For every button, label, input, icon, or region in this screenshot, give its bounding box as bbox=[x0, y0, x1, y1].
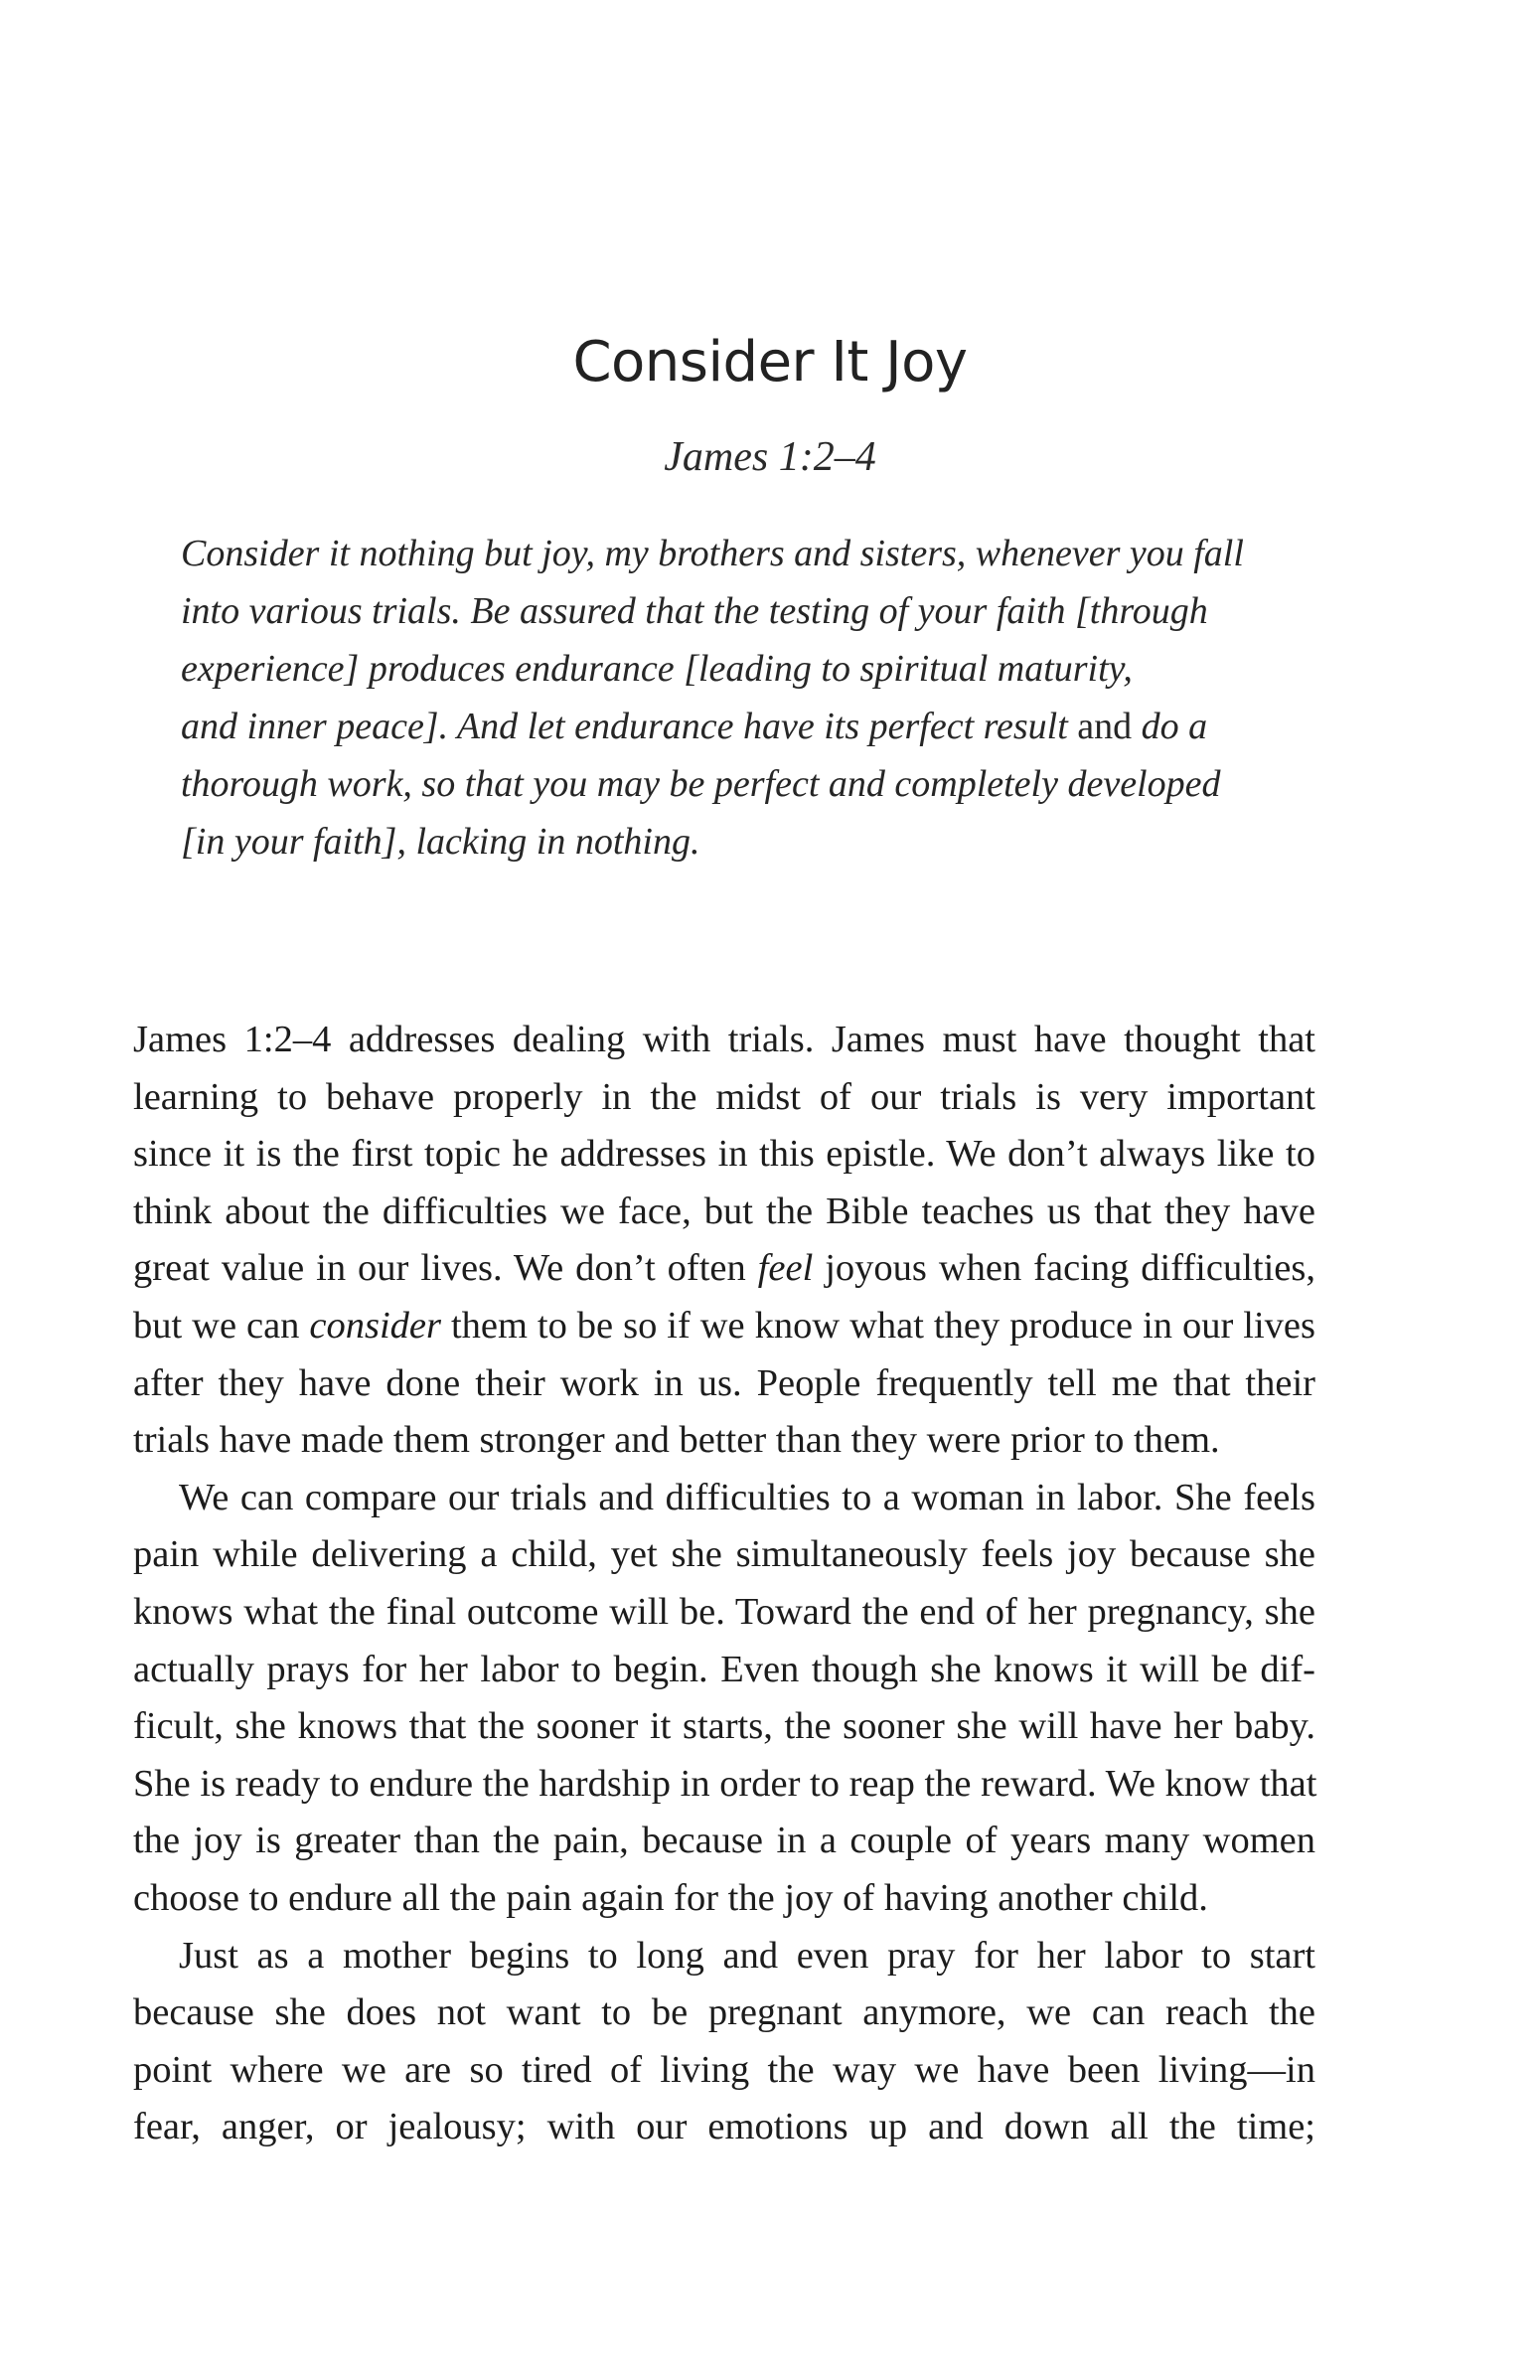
text-line: We can compare our trials and difficulties to a woman in labor. She feels bbox=[179, 1476, 1315, 1518]
text-line: She is ready to endure the hardship in order to reap the reward. We know that bbox=[133, 1762, 1317, 1805]
epigraph-line: [in your faith], lacking in nothing. bbox=[181, 821, 700, 863]
text-line: after they have done their work in us. People frequently tell me that their bbox=[133, 1361, 1315, 1404]
paragraph bbox=[133, 1470, 1315, 1928]
text-line: actually prays for her labor to begin. Even though she knows it will be dif- bbox=[133, 1648, 1315, 1690]
text-line: the joy is greater than the pain, because in a couple of years many women bbox=[133, 1820, 1315, 1862]
paragraph bbox=[133, 1012, 1315, 1470]
text-line: James 1:2–4 addresses dealing with trials. James must have thought that bbox=[133, 1019, 1315, 1060]
text-line: since it is the first topic he addresses in this epistle. We don’t always like to bbox=[133, 1133, 1315, 1176]
epigraph-line: and inner peace]. And let endurance have its perfect result and do a bbox=[181, 706, 1208, 747]
epigraph-quote bbox=[181, 525, 1323, 871]
text-line: Just as a mother begins to long and even pray for her labor to start bbox=[179, 1934, 1315, 1977]
epigraph-line: into various trials. Be assured that the testing of your faith [through bbox=[181, 590, 1208, 632]
text-line: choose to endure all the pain again for the joy of having another child. bbox=[133, 1876, 1208, 1919]
text-line: because she does not want to be pregnant anymore, we can reach the bbox=[133, 1991, 1315, 2034]
text-line: pain while delivering a child, yet she simultaneously feels joy because she bbox=[133, 1533, 1315, 1576]
epigraph-line: experience] produces endurance [leading to spiritual maturity, bbox=[181, 648, 1133, 690]
text-line: point where we are so tired of living the way we have been living—in bbox=[133, 2048, 1315, 2091]
body-text bbox=[133, 1012, 1315, 2156]
text-line: great value in our lives. We don’t often feel joyous when facing difficulties, bbox=[133, 1247, 1316, 1290]
text-line: think about the difficulties we face, but the Bible teaches us that they have bbox=[133, 1190, 1315, 1232]
emphasis: consider bbox=[309, 1304, 441, 1347]
text-line: learning to behave properly in the midst of our trials is very important bbox=[133, 1075, 1315, 1118]
paragraph bbox=[133, 1928, 1315, 2156]
emphasis: feel bbox=[757, 1247, 814, 1290]
text-line: trials have made them stronger and better than they were prior to them. bbox=[133, 1419, 1220, 1462]
text-line: knows what the final outcome will be. Toward the end of her pregnancy, she bbox=[133, 1590, 1315, 1633]
epigraph-line: Consider it nothing but joy, my brothers and sisters, whenever you fall bbox=[181, 533, 1244, 574]
scripture-reference: James 1:2–4 bbox=[664, 434, 876, 480]
epigraph-line: thorough work, so that you may be perfect and completely developed bbox=[181, 763, 1221, 805]
text-line: ficult, she knows that the sooner it starts, the sooner she will have her baby. bbox=[133, 1705, 1315, 1748]
upright-word: and bbox=[1077, 706, 1133, 747]
chapter-title: Consider It Joy bbox=[572, 330, 968, 395]
text-line: fear, anger, or jealousy; with our emotions up and down all the time; bbox=[133, 2106, 1315, 2148]
text-line: but we can consider them to be so if we know what they produce in our lives bbox=[133, 1304, 1316, 1347]
